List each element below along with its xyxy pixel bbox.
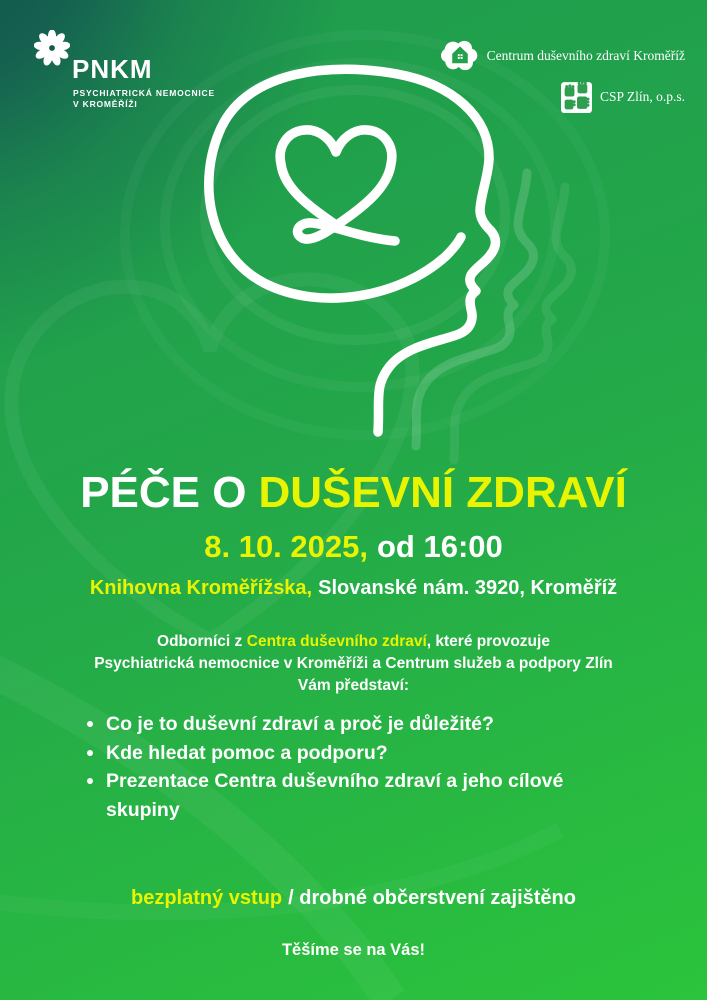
topic-item-2: Kde hledat pomoc a podporu? [84,739,589,768]
closing-line: Těšíme se na Vás! [281,941,426,959]
event-datetime [0,529,707,565]
intro-line1-post: , které provozuje [426,633,550,650]
intro-line2: Psychiatrická nemocnice v Kroměříži a Centrum služeb a podpory Zlín [94,655,613,672]
venue-name: Knihovna Kroměřížska, [89,577,313,599]
cloud-house-icon [441,38,479,73]
topics-list [84,710,589,825]
entry-refreshments-line [0,887,707,910]
topic-item-3: Prezentace Centra duševního zdraví a jeho cílové skupiny [84,767,589,824]
refreshments-text: / drobné občerstvení zajištěno [288,887,576,909]
csp-logo [561,80,685,113]
free-entry-text: bezplatný vstup [131,887,283,909]
title-yellow-part: DUŠEVNÍ ZDRAVÍ [258,468,627,517]
event-date: 8. 10. 2025, [204,529,368,564]
intro-line1-pre: Odborníci z [157,633,243,650]
csp-label: CSP Zlín, o.p.s. [599,88,685,104]
event-time: od 16:00 [376,529,503,564]
title-white-part: PÉČE O [80,468,247,517]
flower-icon [34,30,70,66]
pnkm-subtitle [73,88,215,111]
event-location [0,577,707,600]
intro-line3: Vám představí: [297,677,410,694]
pnkm-subtitle-line1: PSYCHIATRICKÁ NEMOCNICE [73,88,215,98]
topic-item-1: Co je to duševní zdraví a proč je důležité? [84,710,589,739]
cdz-label: Centrum duševního zdraví Kroměříž [486,47,685,63]
pnkm-subtitle-line2: V KROMĚŘÍŽI [73,99,138,110]
event-title [0,468,707,518]
intro-paragraph [0,631,707,697]
hands-icon [561,80,592,113]
venue-address: Slovanské nám. 3920, Kroměříž [318,577,618,599]
intro-line1 [0,631,707,653]
intro-line1-highlight: Centra duševního zdraví [246,633,427,650]
pnkm-wordmark: PNKM [72,54,153,84]
cdz-logo [441,38,685,73]
